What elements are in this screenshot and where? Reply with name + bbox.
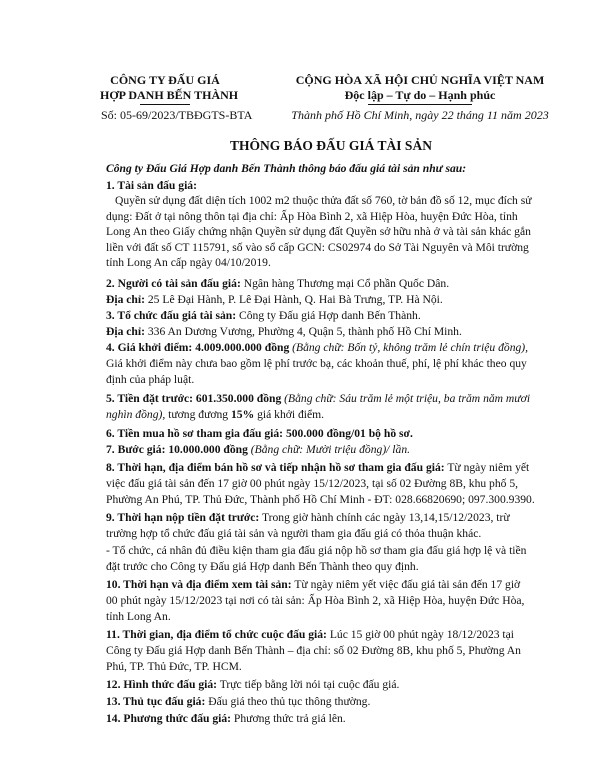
section-9-line: trường hợp tổ chức đấu giá tài sản và người tham gia đấu giá có thỏa thuận khác. xyxy=(106,527,482,540)
section-1-line: liền với đất số CT 115791, số vào sổ cấp GCN: CS02974 do Sở Tài Nguyên và Môi trường xyxy=(106,241,529,254)
nation-title: CỘNG HÒA XÃ HỘI CHỦ NGHĨA VIỆT NAM xyxy=(295,73,545,87)
address-value: 336 An Dương Vương, Phường 4, Quận 5, thành phố Hồ Chí Minh. xyxy=(144,325,462,338)
section-1-line: tỉnh Long An cấp ngày 04/10/2019. xyxy=(106,256,271,269)
section-9-line: - Tổ chức, cá nhân đủ điều kiện tham gia đấu giá nộp hồ sơ tham gia đấu giá hợp lệ và tiền xyxy=(106,544,527,557)
section-8-line: việc đấu giá tài sản đến 17 giờ 00 phút ngày 15/12/2023, tại số 02 Đường 8B, khu phố 5, xyxy=(106,477,519,490)
intro-line: Công ty Đấu Giá Hợp danh Bến Thành thông báo đấu giá tài sản như sau: xyxy=(106,162,467,175)
section-8 xyxy=(106,461,556,474)
section-9-line: đặt trước cho Công ty Đấu giá Hợp danh Bến Thành theo quy định. xyxy=(106,560,419,573)
section-5-heading: 5. Tiền đặt trước: 601.350.000 đồng xyxy=(106,392,282,405)
national-motto: Độc lập – Tự do – Hạnh phúc xyxy=(344,88,496,102)
company-name-line1: CÔNG TY ĐẤU GIÁ xyxy=(110,73,220,87)
section-3-heading: 3. Tổ chức đấu giá tài sản: xyxy=(106,309,237,322)
section-3-address xyxy=(106,325,556,338)
place-and-date: Thành phố Hồ Chí Minh, ngày 22 tháng 11 năm 2023 xyxy=(291,108,549,122)
section-11-tail: Lúc 15 giờ 00 phút ngày 18/12/2023 tại xyxy=(326,628,515,641)
section-9-tail: Trong giờ hành chính các ngày 13,14,15/12/2023, trừ xyxy=(259,511,510,524)
section-11 xyxy=(106,628,556,641)
section-1-heading: 1. Tài sản đấu giá: xyxy=(106,179,197,192)
deposit-percent: 15% xyxy=(231,408,255,421)
section-12-heading: 12. Hình thức đấu giá: xyxy=(106,678,218,691)
section-3-value: Công ty Đấu giá Hợp danh Bến Thành. xyxy=(236,309,421,322)
document-number: Số: 05-69/2023/TBĐGTS-BTA xyxy=(101,108,253,122)
section-8-heading: 8. Thời hạn, địa điểm bán hồ sơ và tiếp nhận hồ sơ tham gia đấu giá: xyxy=(106,461,445,474)
section-9 xyxy=(106,511,556,524)
section-13-value: Đấu giá theo thủ tục thông thường. xyxy=(205,695,371,708)
address-label: Địa chỉ: xyxy=(106,293,145,306)
section-2-address xyxy=(106,293,556,306)
section-6-value: 500.000 đồng/01 bộ hồ sơ. xyxy=(283,427,413,440)
motto-underline xyxy=(368,104,472,105)
section-11-heading: 11. Thời gian, địa điểm tổ chức cuộc đấu giá: xyxy=(106,628,327,641)
section-6-heading: 6. Tiền mua hồ sơ tham gia đấu giá: xyxy=(106,427,284,440)
section-4-words: (Bằng chữ: Bốn tỷ, không trăm lẻ chín triệu đồng), xyxy=(289,341,529,354)
section-2-heading: 2. Người có tài sản đấu giá: xyxy=(106,277,241,290)
section-5-line2 xyxy=(106,408,556,421)
section-2 xyxy=(106,277,556,290)
section-5 xyxy=(106,392,556,405)
section-7-words: (Bằng chữ: Mười triệu đồng)/ lần. xyxy=(247,443,411,456)
section-11-line: Phú, TP. Thủ Đức, TP. HCM. xyxy=(106,660,242,673)
section-10-line: 00 phút ngày 15/12/2023 tại nơi có tài sản: Ấp Hòa Bình 2, xã Hiệp Hòa, huyện Đức Hòa, xyxy=(106,594,525,607)
section-12-value: Trực tiếp bằng lời nói tại cuộc đấu giá. xyxy=(217,678,400,691)
section-5-words-cont: nghìn đồng), xyxy=(106,408,166,421)
section-4-line: định của pháp luật. xyxy=(106,373,195,386)
section-4-line: Giá khởi điểm này chưa bao gồm lệ phí trước bạ, các khoản thuế, phí, lệ phí khác theo quy xyxy=(106,357,527,370)
section-9-heading: 9. Thời hạn nộp tiền đặt trước: xyxy=(106,511,260,524)
section-4-heading: 4. Giá khởi điểm: 4.009.000.000 đồng xyxy=(106,341,290,354)
section-12 xyxy=(106,678,556,691)
section-2-value: Ngân hàng Thương mại Cổ phần Quốc Dân. xyxy=(240,277,450,290)
section-14-value: Phương thức trả giá lên. xyxy=(231,712,346,725)
address-label: Địa chỉ: xyxy=(106,325,145,338)
section-8-line: Phường An Phú, TP. Thủ Đức, Thành phố Hồ Chí Minh - ĐT: 028.66820690; 097.300.9390. xyxy=(106,493,535,506)
section-10-heading: 10. Thời hạn và địa điểm xem tài sản: xyxy=(106,578,292,591)
section-13 xyxy=(106,695,556,708)
section-7-heading: 7. Bước giá: 10.000.000 đồng xyxy=(106,443,248,456)
section-13-heading: 13. Thủ tục đấu giá: xyxy=(106,695,206,708)
notice-title: THÔNG BÁO ĐẤU GIÁ TÀI SẢN xyxy=(230,138,432,153)
section-1-line: Quyền sử dụng đất diện tích 1002 m2 thuộc thửa đất số 760, tờ bản đồ số 12, mục đích sử xyxy=(115,194,532,207)
section-5-tail-end: giá khởi điểm. xyxy=(254,408,325,421)
company-underline xyxy=(140,104,190,105)
address-value: 25 Lê Đại Hành, P. Lê Đại Hành, Q. Hai Bà Trưng, TP. Hà Nội. xyxy=(144,293,443,306)
section-5-tail: tương đương xyxy=(165,408,231,421)
section-1-line: Long An theo Giấy chứng nhận Quyền sử dụng đất Quyền sở hữu nhà ở và tài sản khác gắn xyxy=(106,225,531,238)
section-1-line: dụng: Đất ở tại nông thôn tại địa chỉ: Ấp Hòa Bình 2, xã Hiệp Hòa, huyện Đức Hòa, tỉnh xyxy=(106,210,518,223)
section-5-words: (Bằng chữ: Sáu trăm lẻ một triệu, ba trăm năm mươi xyxy=(281,392,531,405)
company-name-line2: HỢP DANH BẾN THÀNH xyxy=(100,88,239,102)
section-14-heading: 14. Phương thức đấu giá: xyxy=(106,712,232,725)
section-7 xyxy=(106,443,556,456)
section-4 xyxy=(106,341,556,354)
section-14 xyxy=(106,712,556,725)
section-6 xyxy=(106,427,556,440)
section-10 xyxy=(106,578,556,591)
section-11-line: Công ty Đấu giá Hợp danh Bến Thành – địa chỉ: số 02 Đường 8B, khu phố 5, Phường An xyxy=(106,644,521,657)
section-3 xyxy=(106,309,556,322)
section-10-line: tỉnh Long An. xyxy=(106,610,171,623)
section-8-tail: Từ ngày niêm yết xyxy=(444,461,530,474)
section-10-tail: Từ ngày niêm yết việc đấu giá tài sản đến 17 giờ xyxy=(291,578,521,591)
